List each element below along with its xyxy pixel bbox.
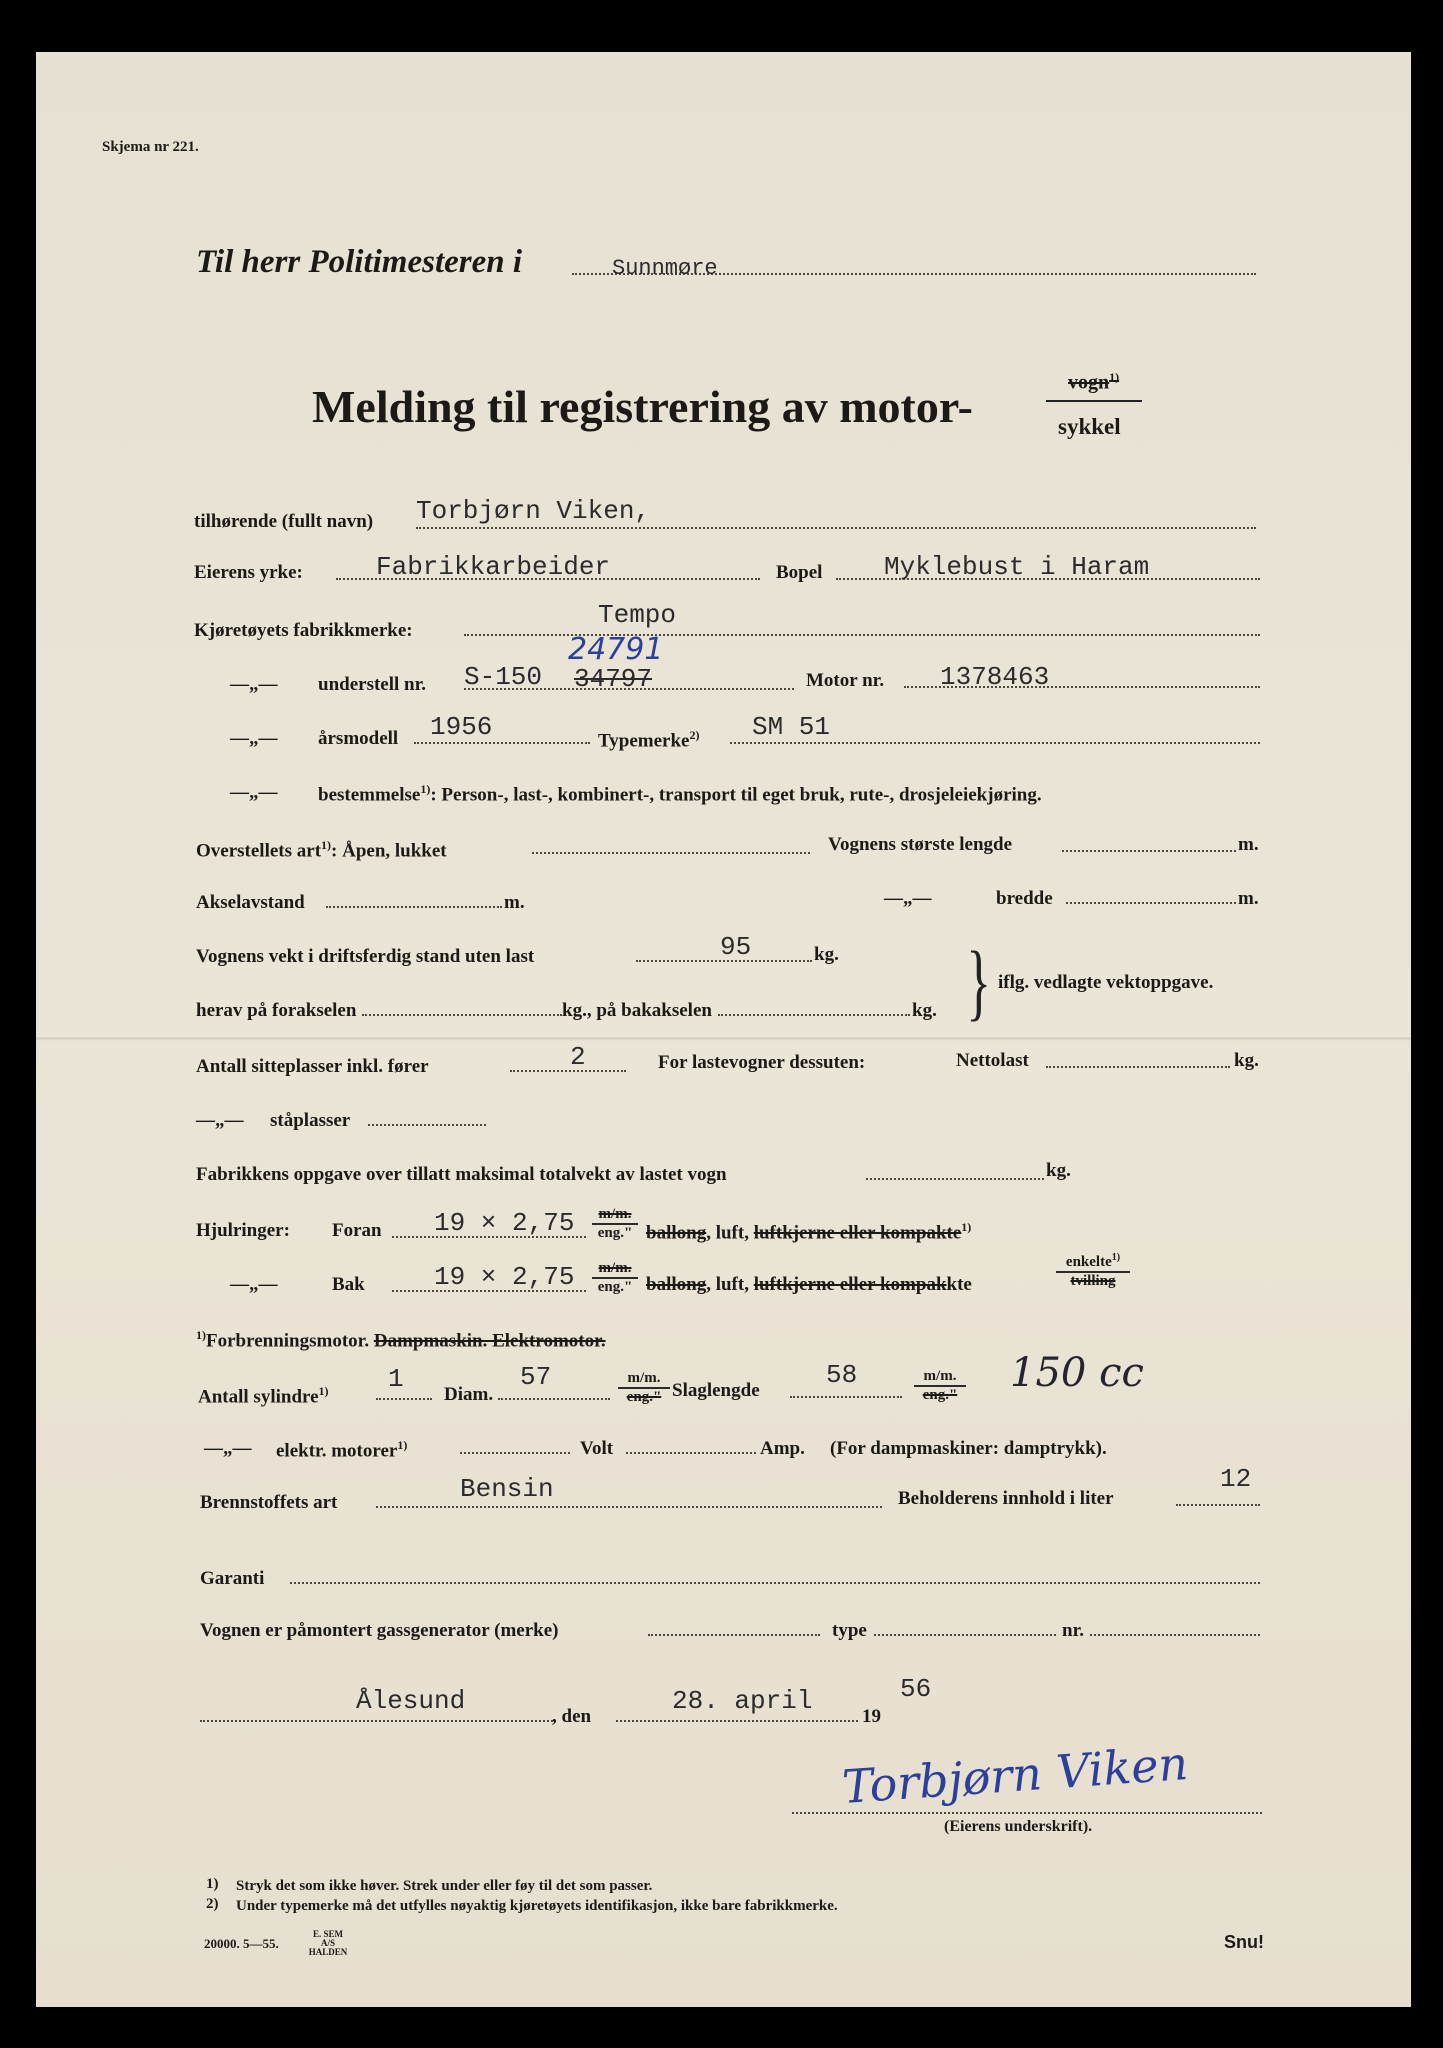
front-axle-line xyxy=(362,1014,562,1016)
width-line xyxy=(1066,902,1236,904)
chassis-prefix: S-150 xyxy=(464,662,543,692)
volt-line xyxy=(626,1452,756,1454)
guarantee-line xyxy=(290,1582,1260,1584)
cylinders-value: 1 xyxy=(388,1364,404,1394)
make-value: Tempo xyxy=(598,600,677,630)
residence-label: Bopel xyxy=(776,562,823,583)
schema-number: Skjema nr 221. xyxy=(102,139,199,155)
single-twin-choice: enkelte$^{1)}$ tvilling xyxy=(1056,1252,1130,1291)
motor-label: Motor nr. xyxy=(806,670,885,691)
turn-over-note: Snu! xyxy=(1224,1932,1264,1952)
front-tyre-types: ballong, luft, luftkjerne eller kompakte$^{1)}$ xyxy=(646,1220,972,1244)
print-run: 20000. 5—55. xyxy=(204,1936,279,1951)
title-sykkel: sykkel xyxy=(1058,414,1121,439)
cylinders-label: Antall sylindre$^{1)}$ xyxy=(198,1384,329,1408)
seats-value: 2 xyxy=(570,1042,586,1072)
gas-type-label: type xyxy=(832,1620,867,1641)
standing-line xyxy=(368,1124,486,1126)
occupation-label: Eierens yrke: xyxy=(194,562,303,583)
width-unit: m. xyxy=(1238,888,1259,909)
rear-axle-label: kg., på bakakselen xyxy=(562,1000,712,1021)
rear-tyre-label: Bak xyxy=(332,1274,365,1295)
owner-value: Torbjørn Viken, xyxy=(416,496,651,526)
printer-mark: E. SEM A/S HALDEN xyxy=(308,1929,348,1957)
title-vogn-struck: vogn$^{1)}$ xyxy=(1068,370,1120,394)
bore-label: Diam. xyxy=(444,1384,494,1405)
engine-type: $^{1)}$Forbrenningsmotor. Dampmaskin. Elektromotor. xyxy=(196,1328,606,1352)
width-label: bredde xyxy=(996,888,1053,909)
place-line xyxy=(200,1720,556,1722)
displacement-note: 150 cc xyxy=(1010,1350,1144,1396)
place-value: Ålesund xyxy=(356,1686,466,1716)
weight-certificate: iflg. vedlagte vektoppgave. xyxy=(998,972,1214,993)
year-prefix: 19 xyxy=(862,1706,881,1727)
front-tyre-value: 19 × 2,75 xyxy=(434,1208,575,1238)
stroke-line xyxy=(790,1396,902,1398)
signature-caption: (Eierens underskrift). xyxy=(944,1818,1093,1835)
amp-label: Amp. xyxy=(760,1438,805,1459)
gas-nr-label: nr. xyxy=(1062,1620,1085,1641)
ditto-width: —„— xyxy=(884,888,932,909)
weight-brace: } xyxy=(966,933,992,1029)
addressee-label: Til herr Politimesteren i xyxy=(196,244,523,280)
tank-label: Beholderens innhold i liter xyxy=(898,1488,1114,1509)
year-label: årsmodell xyxy=(318,728,399,749)
type-value: SM 51 xyxy=(752,712,831,742)
net-load-line xyxy=(1046,1066,1230,1068)
max-weight-unit: kg. xyxy=(1046,1160,1071,1181)
seats-line xyxy=(510,1070,626,1072)
make-label: Kjøretøyets fabrikkmerke: xyxy=(194,620,413,641)
bore-unit: m/m. eng." xyxy=(618,1370,670,1407)
truck-label: For lastevogner dessuten: xyxy=(658,1052,866,1073)
ditto-electric: —„— xyxy=(204,1438,252,1459)
length-label: Vognens største lengde xyxy=(828,834,1013,855)
residence-value: Myklebust i Haram xyxy=(884,552,1150,582)
fuel-label: Brennstoffets art xyxy=(200,1492,338,1513)
rear-axle-line xyxy=(718,1014,910,1016)
max-weight-line xyxy=(866,1178,1044,1180)
gas-generator-label: Vognen er påmontert gassgenerator (merke) xyxy=(200,1620,559,1641)
district-value: Sunnmøre xyxy=(612,256,718,281)
motor-value: 1378463 xyxy=(940,662,1050,692)
rear-tyre-value: 19 × 2,75 xyxy=(434,1262,575,1292)
gas-nr-line xyxy=(1090,1634,1260,1636)
occupation-value: Fabrikkarbeider xyxy=(376,552,611,582)
weight-value: 95 xyxy=(720,932,752,962)
ditto-purpose: —„— xyxy=(230,782,278,803)
ditto-chassis: —„— xyxy=(230,674,278,695)
tank-value: 12 xyxy=(1220,1464,1252,1494)
gas-type-line xyxy=(874,1634,1056,1636)
ditto-year: —„— xyxy=(230,728,278,749)
front-tyre-label: Foran xyxy=(332,1220,382,1241)
owner-signature: Torbjørn Viken xyxy=(840,1735,1190,1815)
signature-line xyxy=(792,1812,1262,1814)
front-tyre-unit: m/m. eng." xyxy=(592,1206,638,1243)
title-fraction-bar xyxy=(1046,400,1142,402)
date-line xyxy=(616,1720,858,1722)
rear-axle-unit: kg. xyxy=(912,1000,937,1021)
weight-unit: kg. xyxy=(814,944,839,965)
type-line xyxy=(730,742,1260,744)
year-value: 1956 xyxy=(430,712,493,742)
gas-generator-line xyxy=(648,1634,820,1636)
footnote-2: Under typemerke må det utfylles nøyaktig kjøretøyets identifikasjon, ikke bare fabrikkmerke. xyxy=(236,1898,838,1914)
chassis-old-struck: 34797 xyxy=(574,664,653,694)
guarantee-label: Garanti xyxy=(200,1568,265,1589)
owner-line xyxy=(416,527,1256,529)
paper-fold xyxy=(36,1037,1411,1041)
stroke-value: 58 xyxy=(826,1360,858,1390)
bore-line xyxy=(498,1398,610,1400)
seats-label: Antall sitteplasser inkl. fører xyxy=(196,1056,429,1077)
footnote-1: Stryk det som ikke høver. Strek under eller føy til det som passer. xyxy=(236,1878,653,1894)
weight-label: Vognens vekt i driftsferdig stand uten last xyxy=(196,946,535,967)
purpose-label: bestemmelse$^{1)}$: Person-, last-, kombinert-, transport til eget bruk, rute-, drosjeleiekjøring. xyxy=(318,782,1042,806)
wheelbase-label: Akselavstand xyxy=(196,892,305,913)
fuel-value: Bensin xyxy=(460,1474,554,1504)
wheelbase-unit: m. xyxy=(504,892,525,913)
steam-pressure-label: (For dampmaskiner: damptrykk). xyxy=(830,1438,1107,1459)
tyres-label: Hjulringer: xyxy=(196,1220,290,1241)
volt-label: Volt xyxy=(580,1438,614,1459)
form-title: Melding til registrering av motor- xyxy=(312,381,973,432)
ditto-standing: —„— xyxy=(196,1110,244,1131)
stroke-label: Slaglengde xyxy=(672,1380,760,1401)
length-line xyxy=(1062,850,1236,852)
year-suffix: 56 xyxy=(900,1674,932,1704)
net-load-label: Nettolast xyxy=(956,1050,1029,1071)
ditto-rear-tyre: —„— xyxy=(230,1274,278,1295)
stroke-unit: m/m. eng." xyxy=(914,1368,966,1405)
standing-label: ståplasser xyxy=(270,1110,351,1131)
electric-label: elektr. motorer$^{1)}$ xyxy=(276,1438,408,1462)
bore-value: 57 xyxy=(520,1362,552,1392)
front-axle-label: herav på forakselen xyxy=(196,1000,357,1021)
body-label: Overstellets art$^{1)}$: Åpen, lukket xyxy=(196,838,447,862)
date-value: 28. april xyxy=(672,1686,813,1716)
chassis-new-value: 24791 xyxy=(568,632,664,667)
tank-line xyxy=(1176,1504,1260,1506)
rear-tyre-unit: m/m. eng." xyxy=(592,1260,638,1297)
electric-line xyxy=(460,1452,570,1454)
cylinders-line xyxy=(376,1398,432,1400)
fuel-line xyxy=(376,1506,882,1508)
footnote-1-mark: 1) xyxy=(206,1876,219,1892)
chassis-label: understell nr. xyxy=(318,674,427,695)
length-unit: m. xyxy=(1238,834,1259,855)
footnote-2-mark: 2) xyxy=(206,1896,219,1912)
owner-label: tilhørende (fullt navn) xyxy=(194,511,374,532)
max-weight-label: Fabrikkens oppgave over tillatt maksimal totalvekt av lastet vogn xyxy=(196,1164,727,1185)
body-line xyxy=(532,852,810,854)
type-label: Typemerke$^{2)}$ xyxy=(598,728,700,752)
year-line xyxy=(414,742,590,744)
date-label: , den xyxy=(552,1706,592,1727)
rear-tyre-types: ballong, luft, luftkjerne eller kompakkte xyxy=(646,1274,972,1295)
net-load-unit: kg. xyxy=(1234,1050,1259,1071)
wheelbase-line xyxy=(326,906,502,908)
